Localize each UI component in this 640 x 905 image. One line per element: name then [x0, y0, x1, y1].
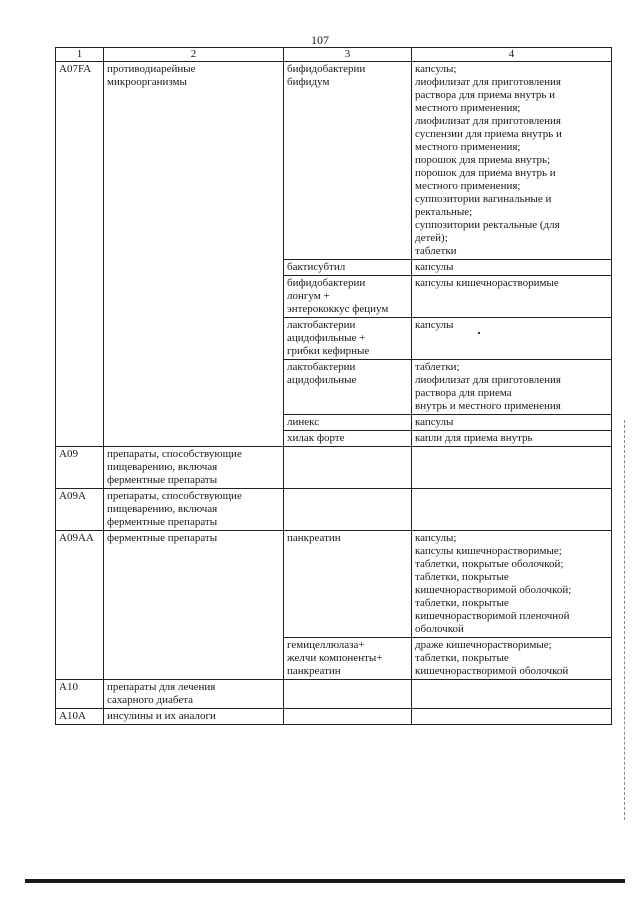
atc-code: A10 — [56, 680, 104, 709]
drug-name: панкреатин — [284, 531, 412, 638]
drug-name: бифидобактерии бифидум — [284, 62, 412, 260]
table-row — [56, 489, 612, 531]
atc-group-name: препараты, способствующие пищеварению, включая ферментные препараты — [104, 489, 284, 531]
atc-group-name: препараты для лечения сахарного диабета — [104, 680, 284, 709]
table-row — [56, 447, 612, 489]
dosage-forms: таблетки; лиофилизат для приготовления раствора для приема внутрь и местного применения — [412, 360, 612, 415]
dosage-forms: капсулы — [412, 318, 612, 360]
atc-code: A09 — [56, 447, 104, 489]
dosage-forms: капсулы — [412, 260, 612, 276]
dosage-forms: капсулы — [412, 415, 612, 431]
atc-group-name: препараты, способствующие пищеварению, включая ферментные препараты — [104, 447, 284, 489]
dosage-forms-empty — [412, 489, 612, 531]
table-row — [56, 709, 612, 725]
drug-name: бактисубтил — [284, 260, 412, 276]
dosage-forms: капсулы; капсулы кишечнорастворимые; таблетки, покрытые оболочкой; таблетки, покрытые кишечнорастворимой оболочкой; таблетки, покрытые кишечнорастворимой пленочной оболочкой — [412, 531, 612, 638]
atc-code: A10A — [56, 709, 104, 725]
page-bottom-rule — [25, 879, 625, 883]
table-row — [56, 62, 612, 260]
column-header-4: 4 — [412, 48, 612, 62]
atc-group-name: противодиарейные микроорганизмы — [104, 62, 284, 447]
dosage-forms-empty — [412, 709, 612, 725]
drug-name: линекс — [284, 415, 412, 431]
drug-name: гемицеллюлаза+ желчи компоненты+ панкреатин — [284, 638, 412, 680]
table-row — [56, 531, 612, 638]
column-header-2: 2 — [104, 48, 284, 62]
drug-name: лактобактерии ацидофильные + грибки кефирные — [284, 318, 412, 360]
atc-group-name: инсулины и их аналоги — [104, 709, 284, 725]
dosage-forms: капли для приема внутрь — [412, 431, 612, 447]
drug-name: лактобактерии ацидофильные — [284, 360, 412, 415]
drug-name-empty — [284, 680, 412, 709]
atc-code: A09A — [56, 489, 104, 531]
drug-name: бифидобактерии лонгум + энтерококкус фециум — [284, 276, 412, 318]
atc-group-name: ферментные препараты — [104, 531, 284, 680]
dosage-forms-empty — [412, 680, 612, 709]
drug-name: хилак форте — [284, 431, 412, 447]
atc-code: A09AA — [56, 531, 104, 680]
dosage-forms: драже кишечнорастворимые; таблетки, покрытые кишечнорастворимой оболочкой — [412, 638, 612, 680]
column-header-3: 3 — [284, 48, 412, 62]
dosage-forms: капсулы кишечнорастворимые — [412, 276, 612, 318]
atc-code: A07FA — [56, 62, 104, 447]
scan-artifact-dot — [478, 332, 480, 334]
scan-edge-line — [624, 420, 626, 820]
dosage-forms: капсулы; лиофилизат для приготовления раствора для приема внутрь и местного применения; лиофилизат для приготовления суспензии для приема внутрь и местного применения; порошок для приема внутрь; порошок для приема внутрь и местного применения; суппозитории вагинальные и ректальные; суппозитории ректальные (для детей); таблетки — [412, 62, 612, 260]
table-header-row — [56, 48, 612, 62]
column-header-1: 1 — [56, 48, 104, 62]
dosage-forms-empty — [412, 447, 612, 489]
page-number: 107 — [311, 33, 329, 47]
drug-name-empty — [284, 709, 412, 725]
table-row — [56, 680, 612, 709]
drug-name-empty — [284, 489, 412, 531]
drug-registry-table — [55, 47, 612, 725]
drug-name-empty — [284, 447, 412, 489]
